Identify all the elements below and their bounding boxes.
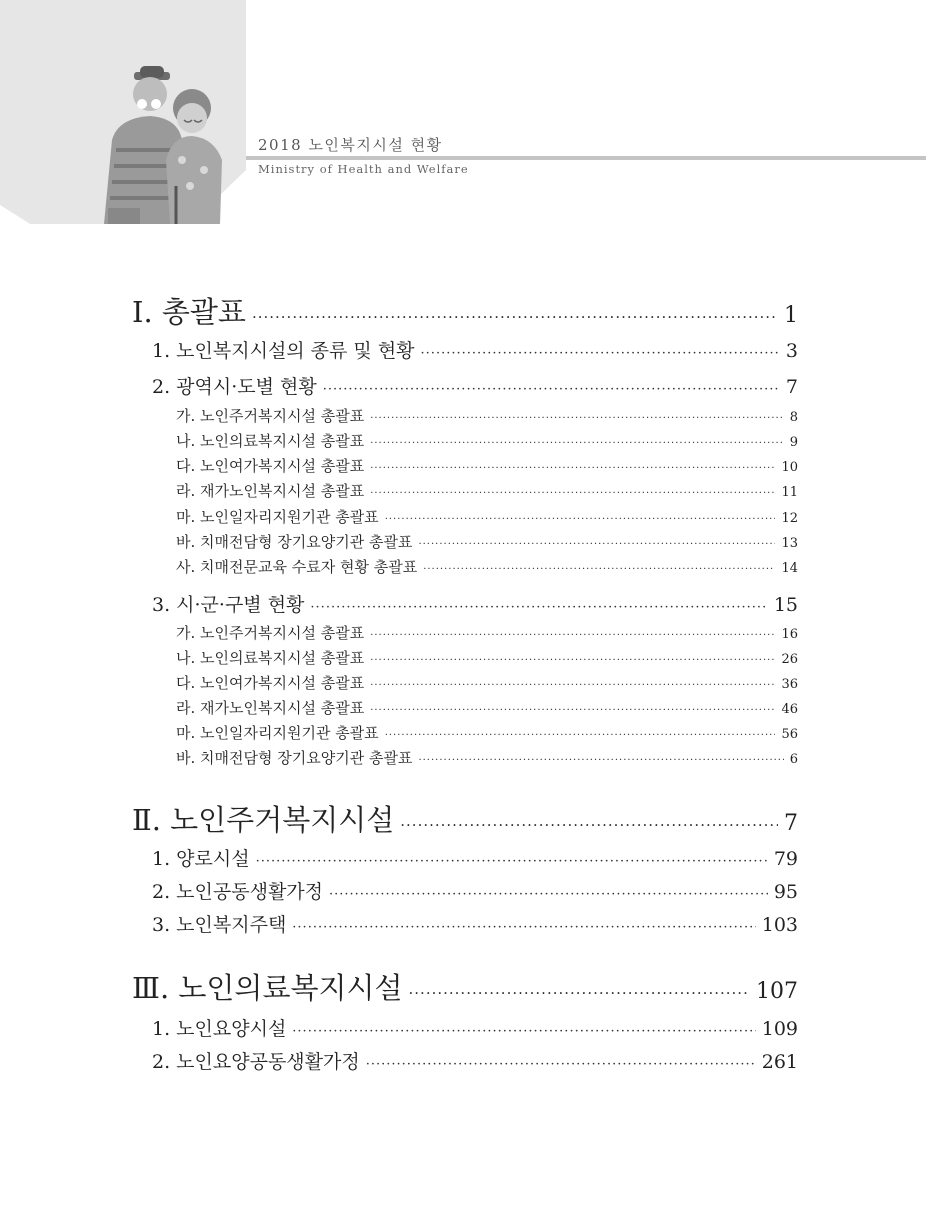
dot-leader (370, 680, 775, 691)
dot-leader (370, 655, 775, 666)
toc-entry-label: 바. 치매전담형 장기요양기관 총괄표 (176, 533, 413, 551)
dot-leader (370, 438, 784, 449)
toc-entry[interactable] (176, 531, 798, 552)
header-illustration (0, 0, 246, 224)
toc-entry-label: Ⅰ. 총괄표 (132, 295, 246, 329)
toc-entry-label: 2. 노인공동생활가정 (152, 881, 323, 903)
toc-entry-page: 10 (781, 460, 798, 475)
toc-entry-page: 46 (781, 702, 798, 717)
toc-entry-label: 1. 노인복지시설의 종류 및 현황 (152, 340, 415, 362)
dot-leader (256, 854, 768, 869)
toc-entry-label: 3. 노인복지주택 (152, 914, 287, 936)
toc-entry[interactable] (176, 672, 798, 693)
toc-entry-page: 103 (761, 914, 798, 936)
dot-leader (329, 887, 768, 902)
ministry-subtitle: Ministry of Health and Welfare (258, 162, 469, 176)
toc-entry-page: 7 (784, 811, 798, 836)
toc-entry[interactable] (176, 722, 798, 743)
dot-leader (418, 539, 775, 550)
toc-entry-label: 라. 재가노인복지시설 총괄표 (176, 482, 365, 500)
toc-entry-label: 가. 노인주거복지시설 총괄표 (176, 407, 365, 425)
dot-leader (292, 920, 755, 935)
toc-entry[interactable] (152, 1047, 798, 1074)
toc-entry-label: 마. 노인일자리지원기관 총괄표 (176, 508, 379, 526)
toc-entry-page: 14 (781, 561, 798, 576)
toc-entry-label: 1. 노인요양시설 (152, 1018, 287, 1040)
toc-entry[interactable] (176, 622, 798, 643)
toc-entry-label: 마. 노인일자리지원기관 총괄표 (176, 724, 379, 742)
toc-entry[interactable] (132, 798, 798, 839)
toc-entry[interactable] (176, 430, 798, 451)
toc-entry-page: 3 (785, 340, 798, 362)
toc-entry-page: 11 (781, 485, 798, 500)
toc-entry[interactable] (152, 877, 798, 904)
toc-entry-page: 8 (789, 410, 798, 425)
dot-leader (252, 308, 778, 326)
dot-leader (418, 755, 783, 766)
dot-leader (310, 600, 767, 615)
toc-entry[interactable] (152, 372, 798, 399)
toc-entry-page: 261 (761, 1051, 798, 1073)
toc-entry-label: Ⅲ. 노인의료복지시설 (132, 971, 403, 1005)
toc-entry[interactable] (132, 290, 798, 331)
toc-entry-label: 가. 노인주거복지시설 총괄표 (176, 624, 365, 642)
toc-entry-page: 109 (761, 1018, 798, 1040)
toc-entry-label: 나. 노인의료복지시설 총괄표 (176, 432, 365, 450)
toc-entry[interactable] (152, 1014, 798, 1041)
toc-entry-page: 7 (785, 376, 798, 398)
toc-entry-page: 12 (781, 511, 798, 526)
toc-entry-label: 다. 노인여가복지시설 총괄표 (176, 457, 365, 475)
toc-entry-label: 바. 치매전담형 장기요양기관 총괄표 (176, 749, 413, 767)
toc-entry-label: Ⅱ. 노인주거복지시설 (132, 803, 395, 837)
toc-entry-page: 15 (773, 594, 798, 616)
dot-leader (370, 463, 775, 474)
toc-entry-page: 36 (781, 677, 798, 692)
toc-entry-label: 나. 노인의료복지시설 총괄표 (176, 649, 365, 667)
toc-entry[interactable] (152, 844, 798, 871)
toc-entry-page: 95 (773, 881, 798, 903)
dot-leader (370, 488, 775, 499)
document-title: 2018 노인복지시설 현황 (258, 136, 443, 154)
toc-entry[interactable] (176, 556, 798, 577)
toc-entry-label: 2. 노인요양공동생활가정 (152, 1051, 360, 1073)
toc-entry[interactable] (176, 506, 798, 527)
dot-leader (385, 514, 776, 525)
toc-entry-page: 26 (781, 652, 798, 667)
dot-leader (421, 346, 780, 361)
toc-entry[interactable] (176, 405, 798, 426)
toc-entry-page: 6 (789, 752, 798, 767)
toc-entry[interactable] (152, 910, 798, 937)
toc-entry[interactable] (152, 590, 798, 617)
dot-leader (370, 630, 775, 641)
toc-entry-label: 3. 시·군·구별 현황 (152, 594, 305, 616)
toc-entry[interactable] (132, 966, 798, 1007)
toc-entry-label: 다. 노인여가복지시설 총괄표 (176, 674, 365, 692)
toc-entry-page: 107 (756, 979, 798, 1004)
toc-entry[interactable] (176, 455, 798, 476)
dot-leader (370, 413, 784, 424)
dot-leader (409, 984, 750, 1002)
dot-leader (385, 730, 776, 741)
toc-entry[interactable] (176, 480, 798, 501)
header-divider (246, 156, 926, 160)
toc-entry[interactable] (176, 697, 798, 718)
toc-entry-label: 라. 재가노인복지시설 총괄표 (176, 699, 365, 717)
dot-leader (423, 564, 775, 575)
dot-leader (366, 1057, 756, 1072)
toc-entry-label: 1. 양로시설 (152, 848, 250, 870)
toc-entry-page: 9 (789, 435, 798, 450)
toc-entry-page: 16 (781, 627, 798, 642)
toc-entry[interactable] (152, 336, 798, 363)
dot-leader (370, 705, 775, 716)
toc-entry-page: 13 (781, 536, 798, 551)
toc-entry-page: 1 (784, 303, 798, 328)
toc-entry[interactable] (176, 747, 798, 768)
dot-leader (323, 382, 780, 397)
dot-leader (292, 1024, 755, 1039)
dot-leader (400, 816, 778, 834)
toc-entry-label: 사. 치매전문교육 수료자 현황 총괄표 (176, 558, 418, 576)
toc-entry[interactable] (176, 647, 798, 668)
toc-entry-label: 2. 광역시·도별 현황 (152, 376, 317, 398)
toc-entry-page: 79 (773, 848, 798, 870)
toc-entry-page: 56 (781, 727, 798, 742)
